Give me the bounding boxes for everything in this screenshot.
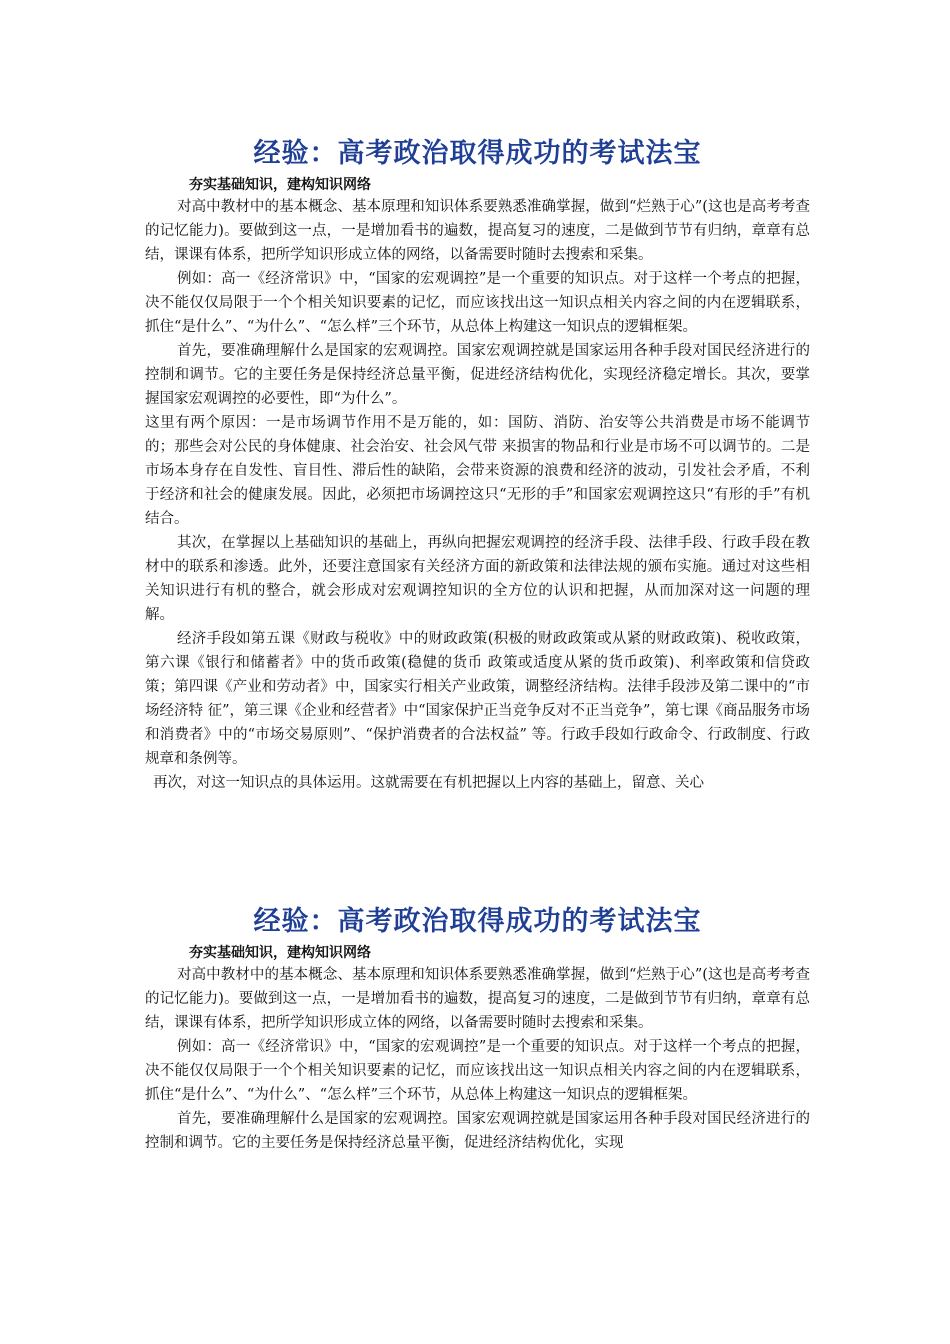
paragraph-first: 首先，要准确理解什么是国家的宏观调控。国家宏观调控就是国家运用各种手段对国民经济进行的控制和调节。它的主要任务是保持经济总量平衡，促进经济结构优化，实现经济稳定增长。其次，要掌握国家宏观调控的必要性，即“为什么”。 [145, 343, 810, 407]
paragraph-intro-repeat: 对高中教材中的基本概念、基本原理和知识体系要熟悉准确掌握，做到“烂熟于心”(这也是高考考查的记忆能力)。要做到这一点，一是增加看书的遍数，提高复习的速度，二是做到节节有归纳，章章有总结，课课有体系，把所学知识形成立体的网络，以备需要时随时去搜索和采集。 [145, 967, 810, 1031]
article-title: 经验：高考政治取得成功的考试法宝 [253, 138, 702, 169]
paragraph-second: 其次，在掌握以上基础知识的基础上，再纵向把握宏观调控的经济手段、法律手段、行政手段在教材中的联系和渗透。此外，还要注意国家有关经济方面的新政策和法律法规的颁布实施。通过对这些相关知识进行有机的整合，就会形成对宏观调控知识的全方位的认识和把握，从而加深对这一问题的理解。 [145, 535, 810, 623]
paragraph-example: 例如：高一《经济常识》中，“国家的宏观调控”是一个重要的知识点。对于这样一个考点的把握，决不能仅仅局限于一个个相关知识要素的记忆，而应该找出这一知识点相关内容之间的内在逻辑联系，抓住“是什么”、“为什么”、“怎么样”三个环节，从总体上构建这一知识点的逻辑框架。 [145, 271, 810, 335]
paragraph-means: 经济手段如第五课《财政与税收》中的财政政策(积极的财政政策或从紧的财政政策)、税收政策，第六课《银行和储蓄者》中的货币政策(稳健的货币 政策或适度从紧的货币政策)、利率政策和信贷政策；第四课《产业和劳动者》中，国家实行相关产业政策，调整经济结构。法律手段涉及第二课中的“市场经济特 征”，第三课《企业和经营者》中“国家保护正当竞争反对不正当竞争”，第七课《商品服务市场和消费者》中的“市场交易原则”、“保护消费者的合法权益” 等。行政手段如行政命令、行政制度、行政规章和条例等。 [145, 631, 810, 767]
section-subtitle: 夯实基础知识，建构知识网络 [189, 177, 371, 193]
section-subtitle-repeat: 夯实基础知识，建构知识网络 [189, 945, 371, 961]
paragraph-example-repeat: 例如：高一《经济常识》中，“国家的宏观调控”是一个重要的知识点。对于这样一个考点的把握，决不能仅仅局限于一个个相关知识要素的记忆，而应该找出这一知识点相关内容之间的内在逻辑联系，抓住“是什么”、“为什么”、“怎么样”三个环节，从总体上构建这一知识点的逻辑框架。 [145, 1039, 810, 1103]
paragraph-reasons: 这里有两个原因：一是市场调节作用不是万能的，如：国防、消防、治安等公共消费是市场不能调节的；那些会对公民的身体健康、社会治安、社会风气带 来损害的物品和行业是市场不可以调节的。二是市场本身存在自发性、盲目性、滞后性的缺陷，会带来资源的浪费和经济的波动，引发社会矛盾，不利于经济和社会的健康发展。因此，必须把市场调控这只“无形的手”和国家宏观调控这只“有形的手”有机结合。 [145, 415, 810, 527]
paragraph-intro: 对高中教材中的基本概念、基本原理和知识体系要熟悉准确掌握，做到“烂熟于心”(这也是高考考查的记忆能力)。要做到这一点，一是增加看书的遍数，提高复习的速度，二是做到节节有归纳，章章有总结，课课有体系，把所学知识形成立体的网络，以备需要时随时去搜索和采集。 [145, 199, 810, 263]
article-title-repeat: 经验：高考政治取得成功的考试法宝 [253, 906, 702, 937]
paragraph-first-repeat: 首先，要准确理解什么是国家的宏观调控。国家宏观调控就是国家运用各种手段对国民经济进行的控制和调节。它的主要任务是保持经济总量平衡，促进经济结构优化，实现 [145, 1111, 810, 1151]
article-section-1 [145, 134, 810, 795]
paragraph-third: 再次，对这一知识点的具体运用。这就需要在有机把握以上内容的基础上，留意、关心 [153, 775, 704, 791]
article-section-2 [145, 902, 810, 1155]
